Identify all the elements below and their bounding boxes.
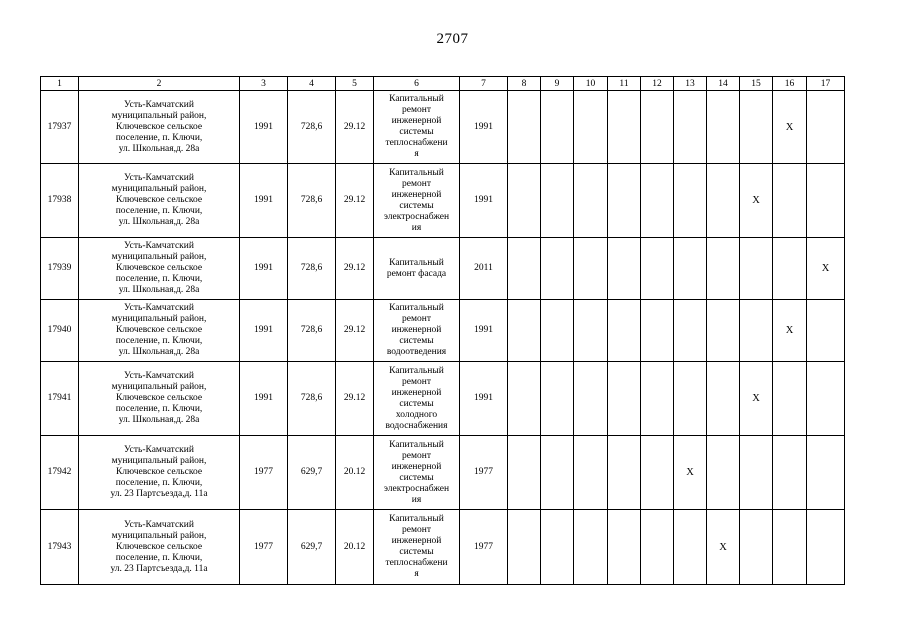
work-line: системы [399, 200, 434, 211]
last-repair-year: 1991 [460, 164, 508, 238]
address-line: Усть-Камчатский [124, 519, 194, 530]
year-built: 1991 [240, 362, 288, 436]
last-repair-year: 1991 [460, 91, 508, 164]
address-line: муниципальный район, [111, 382, 207, 392]
column-header: 3 [240, 77, 288, 91]
work-line: я [414, 569, 419, 579]
column-header: 13 [674, 77, 707, 91]
column-header: 8 [508, 77, 541, 91]
work-line: Капитальный [389, 94, 444, 104]
plan-cell [807, 300, 845, 362]
plan-mark: X [740, 164, 773, 238]
plan-cell [707, 238, 740, 300]
address-line: Ключевское сельское [115, 195, 203, 205]
address-line: ул. Школьная,д. 28а [118, 415, 200, 425]
work-line: ия [411, 222, 422, 233]
address-cell [79, 436, 240, 510]
row-id: 17939 [41, 238, 79, 300]
area-value: 728,6 [288, 91, 336, 164]
address-line: Ключевское сельское [115, 393, 203, 403]
plan-cell [608, 91, 641, 164]
work-line: ия [411, 494, 422, 505]
area-value: 728,6 [288, 300, 336, 362]
plan-cell [541, 362, 574, 436]
column-header: 17 [807, 77, 845, 91]
address-line: поселение, п. Ключи, [115, 404, 203, 414]
column-header: 11 [608, 77, 641, 91]
address-line: Ключевское сельское [115, 121, 203, 132]
plan-cell [740, 300, 773, 362]
address-cell [79, 510, 240, 585]
plan-mark: X [807, 238, 845, 300]
code-value: 29.12 [336, 300, 374, 362]
plan-cell [773, 510, 807, 585]
plan-cell [807, 510, 845, 585]
address-line: поселение, п. Ключи, [115, 552, 203, 563]
address-line: ул. Школьная,д. 28а [118, 143, 200, 154]
plan-cell [574, 510, 608, 585]
address-line: Ключевское сельское [115, 541, 203, 552]
work-line: системы [399, 398, 434, 409]
address-cell [79, 164, 240, 238]
work-description [374, 362, 460, 436]
table-row [41, 362, 845, 436]
plan-cell [740, 91, 773, 164]
work-line: системы [399, 336, 434, 346]
plan-mark: X [773, 300, 807, 362]
work-description [374, 300, 460, 362]
work-line: ремонт фасада [386, 268, 447, 279]
row-id: 17943 [41, 510, 79, 585]
address-line: ул. 23 Партсъезда,д. 11а [110, 489, 208, 499]
area-value: 728,6 [288, 238, 336, 300]
year-built: 1991 [240, 91, 288, 164]
plan-cell [574, 362, 608, 436]
plan-cell [508, 91, 541, 164]
plan-cell [641, 510, 674, 585]
address-line: ул. 23 Партсъезда,д. 11а [110, 563, 208, 574]
plan-cell [541, 436, 574, 510]
plan-cell [541, 164, 574, 238]
row-id: 17940 [41, 300, 79, 362]
plan-cell [574, 91, 608, 164]
plan-cell [707, 91, 740, 164]
register-table [40, 76, 845, 585]
address-line: муниципальный район, [111, 110, 207, 121]
address-line: Ключевское сельское [115, 467, 203, 477]
page-number: 2707 [436, 31, 469, 47]
plan-cell [641, 91, 674, 164]
work-line: инженерной [391, 461, 442, 472]
code-value: 29.12 [336, 362, 374, 436]
area-value: 629,7 [288, 510, 336, 585]
table-row [41, 300, 845, 362]
address-line: муниципальный район, [111, 456, 207, 466]
plan-cell [674, 91, 707, 164]
work-line: Капитальный [389, 439, 444, 450]
plan-cell [541, 300, 574, 362]
plan-cell [541, 238, 574, 300]
plan-cell [608, 362, 641, 436]
column-header: 7 [460, 77, 508, 91]
work-line: ремонт [402, 178, 431, 189]
plan-mark: X [674, 436, 707, 510]
column-header: 15 [740, 77, 773, 91]
plan-cell [608, 164, 641, 238]
address-line: ул. Школьная,д. 28а [118, 347, 200, 357]
address-cell [79, 362, 240, 436]
column-header: 14 [707, 77, 740, 91]
work-line: системы [399, 127, 434, 137]
address-line: поселение, п. Ключи, [115, 206, 203, 216]
plan-mark: X [740, 362, 773, 436]
address-line: ул. Школьная,д. 28а [118, 285, 200, 295]
address-line: Ключевское сельское [115, 263, 203, 273]
last-repair-year: 2011 [460, 238, 508, 300]
work-description [374, 238, 460, 300]
work-line: инженерной [391, 536, 442, 546]
work-line: Капитальный [389, 514, 444, 524]
plan-cell [541, 91, 574, 164]
last-repair-year: 1977 [460, 436, 508, 510]
plan-cell [641, 238, 674, 300]
last-repair-year: 1991 [460, 300, 508, 362]
work-line: теплоснабжени [385, 138, 448, 148]
area-value: 629,7 [288, 436, 336, 510]
table-row [41, 238, 845, 300]
address-line: муниципальный район, [111, 252, 207, 262]
work-description [374, 164, 460, 238]
address-line: муниципальный район, [111, 314, 207, 324]
plan-cell [608, 436, 641, 510]
plan-cell [641, 436, 674, 510]
year-built: 1977 [240, 436, 288, 510]
plan-cell [608, 300, 641, 362]
address-line: Ключевское сельское [115, 325, 203, 335]
plan-cell [608, 238, 641, 300]
plan-cell [740, 238, 773, 300]
work-line: Капитальный [389, 303, 444, 313]
code-value: 20.12 [336, 436, 374, 510]
table-row [41, 164, 845, 238]
column-header: 4 [288, 77, 336, 91]
plan-cell [641, 362, 674, 436]
work-line: электроснабжен [383, 483, 450, 494]
plan-cell [807, 362, 845, 436]
year-built: 1991 [240, 164, 288, 238]
last-repair-year: 1977 [460, 510, 508, 585]
work-line: электроснабжен [383, 211, 450, 222]
address-line: Усть-Камчатский [124, 241, 194, 251]
address-line: поселение, п. Ключи, [115, 336, 203, 346]
column-header: 10 [574, 77, 608, 91]
plan-cell [508, 510, 541, 585]
column-header: 1 [41, 77, 79, 91]
work-line: теплоснабжени [385, 558, 448, 568]
plan-cell [807, 91, 845, 164]
column-header: 16 [773, 77, 807, 91]
work-line: ремонт [402, 376, 431, 387]
address-cell [79, 300, 240, 362]
plan-cell [608, 510, 641, 585]
work-line: ремонт [402, 314, 431, 324]
plan-cell [508, 238, 541, 300]
plan-cell [674, 238, 707, 300]
plan-cell [641, 164, 674, 238]
column-header: 6 [374, 77, 460, 91]
plan-cell [807, 164, 845, 238]
address-line: Усть-Камчатский [124, 445, 194, 455]
row-id: 17937 [41, 91, 79, 164]
work-description [374, 510, 460, 585]
work-line: ремонт [402, 450, 431, 461]
work-line: инженерной [391, 387, 442, 398]
row-id: 17938 [41, 164, 79, 238]
work-line: инженерной [391, 325, 442, 335]
area-value: 728,6 [288, 164, 336, 238]
plan-cell [773, 362, 807, 436]
plan-cell [773, 238, 807, 300]
work-line: инженерной [391, 189, 442, 200]
plan-cell [574, 300, 608, 362]
year-built: 1991 [240, 238, 288, 300]
plan-cell [740, 436, 773, 510]
area-value: 728,6 [288, 362, 336, 436]
work-line: инженерной [391, 116, 442, 126]
plan-cell [508, 362, 541, 436]
address-line: Усть-Камчатский [124, 173, 194, 183]
address-cell [79, 91, 240, 164]
header-row [41, 77, 845, 91]
address-line: муниципальный район, [111, 530, 207, 541]
work-description [374, 91, 460, 164]
plan-mark: X [707, 510, 740, 585]
work-line: я [414, 149, 419, 159]
address-line: поселение, п. Ключи, [115, 478, 203, 488]
plan-cell [574, 436, 608, 510]
plan-cell [707, 362, 740, 436]
work-line: Капитальный [389, 257, 444, 268]
row-id: 17942 [41, 436, 79, 510]
plan-cell [807, 436, 845, 510]
plan-cell [641, 300, 674, 362]
table-row [41, 436, 845, 510]
address-cell [79, 238, 240, 300]
address-line: Усть-Камчатский [124, 303, 194, 313]
column-header: 12 [641, 77, 674, 91]
address-line: муниципальный район, [111, 184, 207, 194]
plan-cell [773, 436, 807, 510]
work-line: системы [399, 547, 434, 557]
work-line: Капитальный [389, 365, 444, 376]
code-value: 29.12 [336, 164, 374, 238]
plan-cell [674, 300, 707, 362]
plan-cell [541, 510, 574, 585]
column-header: 9 [541, 77, 574, 91]
column-header: 2 [79, 77, 240, 91]
plan-cell [508, 300, 541, 362]
address-line: поселение, п. Ключи, [115, 274, 203, 284]
plan-cell [674, 164, 707, 238]
table-row [41, 91, 845, 164]
code-value: 20.12 [336, 510, 374, 585]
plan-cell [773, 164, 807, 238]
work-line: ремонт [402, 105, 431, 115]
plan-cell [574, 238, 608, 300]
row-id: 17941 [41, 362, 79, 436]
table-row [41, 510, 845, 585]
plan-cell [508, 164, 541, 238]
work-description [374, 436, 460, 510]
year-built: 1991 [240, 300, 288, 362]
work-line: системы [399, 472, 434, 483]
plan-cell [674, 362, 707, 436]
work-line: Капитальный [389, 167, 444, 178]
address-line: Усть-Камчатский [124, 371, 194, 381]
plan-cell [707, 164, 740, 238]
work-line: холодного [395, 409, 438, 420]
plan-mark: X [773, 91, 807, 164]
work-line: водоотведения [386, 347, 447, 357]
address-line: поселение, п. Ключи, [115, 132, 203, 143]
plan-cell [508, 436, 541, 510]
work-line: водоснабжения [385, 420, 448, 431]
plan-cell [574, 164, 608, 238]
plan-cell [674, 510, 707, 585]
plan-cell [740, 510, 773, 585]
code-value: 29.12 [336, 238, 374, 300]
last-repair-year: 1991 [460, 362, 508, 436]
plan-cell [707, 436, 740, 510]
code-value: 29.12 [336, 91, 374, 164]
column-header: 5 [336, 77, 374, 91]
address-line: Усть-Камчатский [124, 99, 194, 110]
plan-cell [707, 300, 740, 362]
work-line: ремонт [402, 525, 431, 535]
address-line: ул. Школьная,д. 28а [118, 217, 200, 227]
year-built: 1977 [240, 510, 288, 585]
